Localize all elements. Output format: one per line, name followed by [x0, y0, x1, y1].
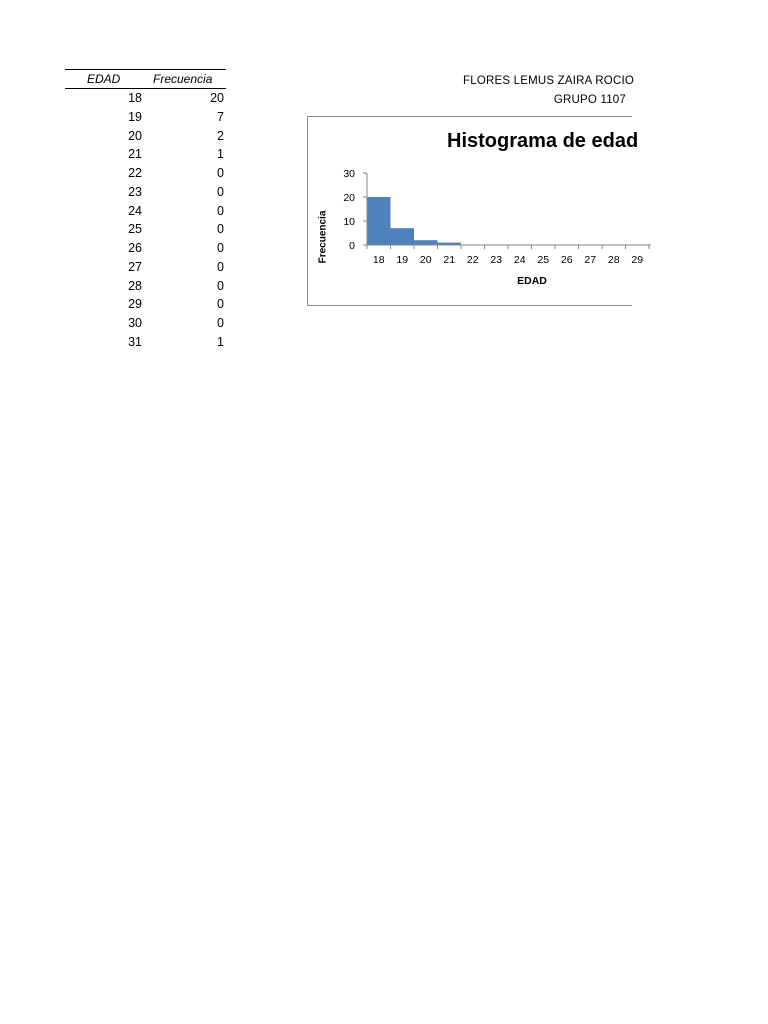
cell-frecuencia: 0 — [217, 297, 224, 312]
cell-frecuencia: 0 — [217, 316, 224, 330]
table-body — [65, 89, 226, 352]
cell-frecuencia: 20 — [210, 91, 224, 105]
table-row — [65, 127, 226, 146]
x-tick-label: 25 — [537, 254, 550, 266]
cell-edad: 18 — [128, 91, 142, 105]
x-tick-label: 18 — [372, 254, 385, 266]
cell-edad: 31 — [128, 334, 142, 349]
cell-edad: 20 — [128, 128, 142, 143]
cell-frecuencia: 0 — [217, 241, 224, 255]
x-tick-label: 23 — [490, 254, 503, 266]
cell-edad: 23 — [128, 184, 142, 199]
table-row — [65, 333, 226, 352]
author-name: FLORES LEMUS ZAIRA ROCIO — [463, 75, 634, 87]
table-row — [65, 277, 226, 296]
cell-edad: 19 — [128, 109, 142, 124]
x-tick-label: 20 — [419, 254, 432, 266]
cell-frecuencia: 0 — [217, 166, 224, 180]
x-tick-label: 28 — [607, 254, 620, 266]
y-tick-label: 30 — [343, 168, 355, 180]
table-row — [65, 220, 226, 239]
x-tick-label: 21 — [443, 254, 456, 266]
histogram-chart — [307, 116, 644, 306]
y-tick-label: 10 — [343, 216, 355, 228]
cell-edad: 25 — [128, 222, 142, 237]
x-tick-label: 29 — [631, 254, 644, 266]
x-tick-label: 26 — [560, 254, 573, 266]
x-axis-label: EDAD — [517, 275, 547, 287]
cell-edad: 22 — [128, 166, 142, 180]
cell-edad: 29 — [128, 297, 142, 312]
chart-title: Histograma de edad — [447, 130, 639, 152]
table-row — [65, 295, 226, 314]
author-block — [463, 72, 634, 109]
cell-frecuencia: 1 — [217, 334, 224, 349]
table-row — [65, 183, 226, 202]
x-tick-label: 22 — [466, 254, 479, 266]
histogram-bar — [367, 197, 391, 245]
table-row — [65, 108, 226, 127]
cell-frecuencia: 0 — [217, 259, 224, 274]
table-row — [65, 314, 226, 333]
table-header — [65, 69, 226, 89]
histogram-bar — [414, 240, 438, 245]
table-row — [65, 145, 226, 164]
chart-plot — [308, 117, 644, 305]
y-tick-label: 20 — [343, 192, 355, 204]
histogram-bar — [391, 228, 415, 245]
cell-frecuencia: 0 — [217, 222, 224, 237]
header-frecuencia: Frecuencia — [153, 72, 213, 86]
cell-edad: 30 — [128, 316, 142, 330]
x-tick-label: 27 — [584, 254, 597, 266]
y-tick-label: 0 — [349, 240, 355, 252]
cell-edad: 28 — [128, 278, 142, 293]
cell-frecuencia: 0 — [217, 278, 224, 293]
group-label: GRUPO 1107 — [553, 93, 626, 106]
cell-frecuencia: 7 — [217, 109, 224, 124]
cell-edad: 24 — [128, 203, 142, 218]
table-row — [65, 239, 226, 258]
x-tick-label: 24 — [513, 254, 526, 266]
cell-frecuencia: 1 — [217, 147, 224, 162]
x-tick-label: 19 — [396, 254, 409, 266]
y-axis-label: Frecuencia — [317, 210, 329, 264]
table-row — [65, 164, 226, 183]
cell-edad: 21 — [128, 147, 142, 162]
cell-edad: 27 — [128, 259, 142, 274]
table-row — [65, 258, 226, 277]
header-edad: EDAD — [87, 72, 121, 86]
cell-frecuencia: 0 — [217, 184, 224, 199]
cell-frecuencia: 0 — [217, 203, 224, 218]
table-row — [65, 202, 226, 221]
frequency-table — [65, 69, 226, 352]
table-row — [65, 89, 226, 108]
cell-edad: 26 — [128, 241, 142, 255]
cell-frecuencia: 2 — [217, 128, 224, 143]
